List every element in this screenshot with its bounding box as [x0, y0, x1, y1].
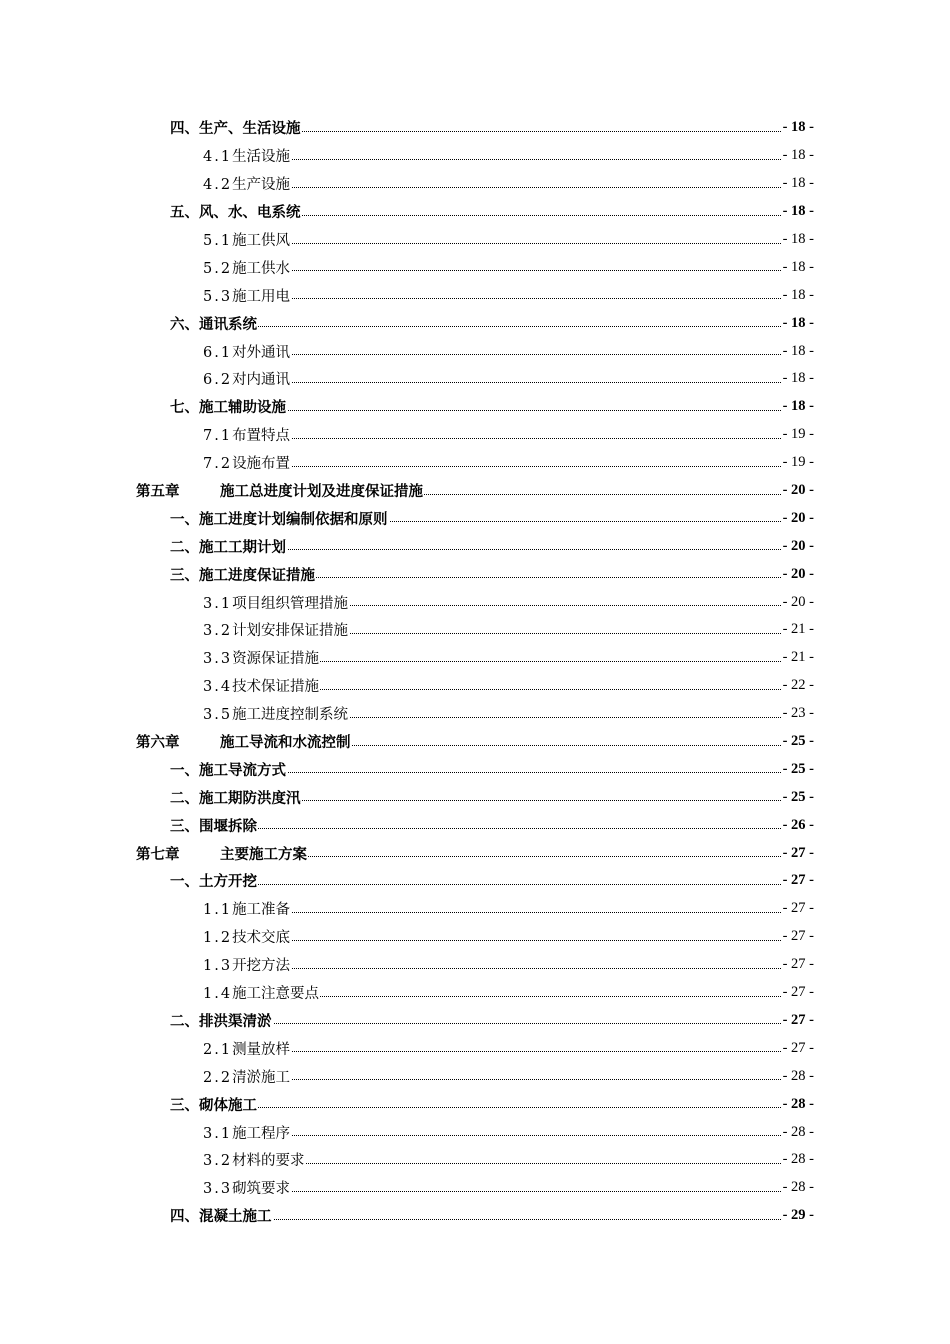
toc-chapter-entry[interactable] — [0, 477, 950, 505]
toc-page-number: - 18 - — [782, 175, 814, 192]
toc-subsection-entry[interactable] — [0, 979, 950, 1007]
toc-subsection-number: 7.1 — [203, 428, 233, 445]
dot-leader — [170, 326, 813, 327]
dot-leader — [203, 940, 813, 941]
toc-subsection-label: 材料的要求 — [232, 1153, 305, 1170]
toc-subsection-entry[interactable] — [0, 895, 950, 923]
toc-subsection-number: 7.2 — [203, 456, 233, 473]
toc-page-number: - 28 - — [782, 1179, 814, 1196]
toc-subsection-title — [203, 257, 291, 278]
toc-subsection-title — [203, 1038, 291, 1059]
toc-subsection-title — [203, 341, 291, 362]
toc-subsection-title — [203, 675, 320, 696]
dot-leader — [203, 159, 813, 160]
toc-page-number: - 25 - — [782, 788, 814, 805]
toc-section-title: 二、排洪渠清淤 — [170, 1010, 273, 1031]
toc-subsection-label: 设施布置 — [232, 456, 291, 473]
toc-page-number: - 18 - — [782, 147, 814, 164]
toc-chapter-label: 主要施工方案 — [220, 845, 307, 863]
toc-section-entry[interactable] — [0, 114, 950, 142]
toc-section-title: 一、施工导流方式 — [170, 759, 287, 780]
toc-subsection-label: 对内通讯 — [232, 372, 291, 389]
toc-subsection-title — [203, 954, 291, 975]
toc-page-number: - 18 - — [782, 286, 814, 303]
toc-section-entry[interactable] — [0, 1090, 950, 1118]
dot-leader — [203, 354, 813, 355]
toc-page-number: - 28 - — [782, 1067, 814, 1084]
toc-subsection-number: 3.1 — [203, 595, 233, 612]
toc-subsection-entry[interactable] — [0, 1118, 950, 1146]
toc-subsection-entry[interactable] — [0, 337, 950, 365]
toc-subsection-number: 2.1 — [203, 1041, 233, 1058]
toc-subsection-label: 施工用电 — [232, 288, 291, 305]
toc-page-number: - 19 - — [782, 454, 814, 471]
dot-leader — [203, 466, 813, 467]
dot-leader — [203, 438, 813, 439]
toc-section-title: 四、混凝土施工 — [170, 1205, 273, 1226]
toc-subsection-label: 技术保证措施 — [232, 679, 320, 696]
toc-page-number: - 29 - — [782, 1207, 814, 1224]
toc-subsection-title — [203, 592, 349, 613]
toc-subsection-entry[interactable] — [0, 616, 950, 644]
toc-subsection-entry[interactable] — [0, 365, 950, 393]
toc-subsection-title — [203, 1066, 291, 1087]
toc-subsection-entry[interactable] — [0, 1062, 950, 1090]
toc-chapter-number: 第五章 — [136, 483, 180, 501]
toc-subsection-label: 开挖方法 — [232, 958, 291, 975]
toc-page-number: - 20 - — [782, 593, 814, 610]
toc-section-title: 四、生产、生活设施 — [170, 117, 302, 138]
toc-page-number: - 18 - — [782, 203, 814, 220]
toc-subsection-entry[interactable] — [0, 588, 950, 616]
dot-leader — [203, 243, 813, 244]
toc-subsection-number: 3.2 — [203, 623, 233, 640]
toc-subsection-label: 施工进度控制系统 — [232, 707, 349, 724]
toc-page-number: - 20 - — [782, 509, 814, 526]
toc-page-number: - 28 - — [782, 1151, 814, 1168]
toc-subsection-title — [203, 1122, 291, 1143]
toc-subsection-entry[interactable] — [0, 923, 950, 951]
toc-subsection-label: 砌筑要求 — [232, 1181, 291, 1198]
toc-chapter-label: 施工导流和水流控制 — [220, 734, 351, 752]
toc-subsection-title — [203, 452, 291, 473]
toc-subsection-number: 5.1 — [203, 233, 233, 249]
toc-page-number: - 21 - — [782, 621, 814, 638]
toc-page-number: - 18 - — [782, 258, 814, 275]
dot-leader — [203, 1135, 813, 1136]
toc-subsection-label: 对外通讯 — [232, 344, 291, 361]
dot-leader — [203, 1191, 813, 1192]
toc-section-entry[interactable] — [0, 811, 950, 839]
toc-subsection-label: 项目组织管理措施 — [232, 595, 349, 612]
toc-subsection-title — [203, 647, 320, 668]
toc-section-entry[interactable] — [0, 504, 950, 532]
toc-page-number: - 27 - — [782, 928, 814, 945]
toc-subsection-title — [203, 173, 291, 194]
dot-leader — [203, 187, 813, 188]
toc-subsection-entry[interactable] — [0, 1174, 950, 1202]
toc-subsection-title — [203, 619, 349, 640]
toc-page-number: - 18 - — [782, 342, 814, 359]
toc-chapter-title — [136, 480, 424, 501]
toc-section-title: 六、通讯系统 — [170, 313, 258, 334]
dot-leader — [203, 298, 813, 299]
toc-page-number: - 18 - — [782, 119, 814, 136]
toc-page-number: - 26 - — [782, 816, 814, 833]
toc-page-number: - 18 - — [782, 314, 814, 331]
toc-section-entry[interactable] — [0, 755, 950, 783]
toc-section-entry[interactable] — [0, 393, 950, 421]
toc-subsection-label: 生活设施 — [232, 149, 291, 166]
toc-subsection-label: 布置特点 — [232, 428, 291, 445]
toc-subsection-number: 2.2 — [203, 1069, 233, 1086]
toc-page-number: - 27 - — [782, 1039, 814, 1056]
toc-chapter-entry[interactable] — [0, 728, 950, 756]
toc-page-number: - 18 - — [782, 370, 814, 387]
toc-section-title: 七、施工辅助设施 — [170, 396, 287, 417]
toc-subsection-number: 1.1 — [203, 902, 233, 919]
toc-subsection-number: 5.2 — [203, 260, 233, 277]
toc-subsection-number: 3.3 — [203, 651, 233, 668]
toc-section-title: 三、围堰拆除 — [170, 815, 258, 836]
toc-subsection-entry[interactable] — [0, 1146, 950, 1174]
toc-subsection-title — [203, 285, 291, 306]
toc-subsection-label: 清淤施工 — [232, 1069, 291, 1086]
toc-section-title: 三、砌体施工 — [170, 1094, 258, 1115]
toc-page-number: - 25 - — [782, 760, 814, 777]
toc-subsection-entry[interactable] — [0, 421, 950, 449]
toc-section-entry[interactable] — [0, 198, 950, 226]
toc-subsection-entry[interactable] — [0, 700, 950, 728]
toc-subsection-label: 测量放样 — [232, 1041, 291, 1058]
toc-subsection-number: 3.4 — [203, 679, 233, 696]
toc-page-number: - 21 - — [782, 649, 814, 666]
toc-section-title: 二、施工期防洪度汛 — [170, 787, 302, 808]
toc-subsection-number: 3.3 — [203, 1181, 233, 1198]
toc-subsection-label: 施工程序 — [232, 1125, 291, 1142]
toc-subsection-entry[interactable] — [0, 1034, 950, 1062]
toc-subsection-number: 5.3 — [203, 288, 233, 305]
toc-page-number: - 27 - — [782, 900, 814, 917]
toc-subsection-label: 施工准备 — [232, 902, 291, 919]
dot-leader — [170, 1107, 813, 1108]
toc-subsection-entry[interactable] — [0, 644, 950, 672]
toc-page-number: - 20 - — [782, 565, 814, 582]
dot-leader — [203, 912, 813, 913]
toc-subsection-entry[interactable] — [0, 449, 950, 477]
toc-page-number: - 20 - — [782, 482, 814, 499]
toc-subsection-entry[interactable] — [0, 226, 950, 254]
toc-chapter-title — [136, 843, 308, 864]
toc-subsection-number: 1.4 — [203, 986, 233, 1003]
toc-page-number: - 27 - — [782, 1011, 814, 1028]
toc-subsection-number: 6.2 — [203, 372, 233, 389]
toc-page-number: - 18 - — [782, 231, 814, 247]
toc-page-number: - 22 - — [782, 677, 814, 694]
toc-subsection-title — [203, 982, 320, 1003]
toc-page-number: - 23 - — [782, 705, 814, 722]
toc-section-title: 三、施工进度保证措施 — [170, 564, 316, 585]
toc-section-title: 一、土方开挖 — [170, 870, 258, 891]
toc-page-number: - 27 - — [782, 872, 814, 889]
toc-subsection-title — [203, 368, 291, 389]
toc-subsection-entry[interactable] — [0, 170, 950, 198]
toc-page-number: - 25 - — [782, 733, 814, 750]
toc-chapter-number: 第七章 — [136, 845, 180, 863]
dot-leader — [170, 884, 813, 885]
toc-section-title: 一、施工进度计划编制依据和原则 — [170, 508, 389, 529]
toc-subsection-label: 技术交底 — [232, 930, 291, 947]
toc-chapter-entry[interactable] — [0, 839, 950, 867]
toc-subsection-title — [203, 926, 291, 947]
toc-page-number: - 19 - — [782, 426, 814, 443]
toc-subsection-entry[interactable] — [0, 951, 950, 979]
dot-leader — [170, 828, 813, 829]
toc-subsection-title — [203, 703, 349, 724]
toc-subsection-number: 6.1 — [203, 344, 233, 361]
toc-subsection-label: 资源保证措施 — [232, 651, 320, 668]
toc-subsection-label: 施工注意要点 — [232, 986, 320, 1003]
dot-leader — [203, 1079, 813, 1080]
dot-leader — [203, 1051, 813, 1052]
toc-subsection-entry[interactable] — [0, 281, 950, 309]
toc-subsection-number: 3.5 — [203, 707, 233, 724]
dot-leader — [203, 968, 813, 969]
toc-section-entry[interactable] — [0, 560, 950, 588]
toc-section-entry[interactable] — [0, 783, 950, 811]
toc-chapter-label: 施工总进度计划及进度保证措施 — [220, 483, 423, 501]
toc-subsection-number: 1.2 — [203, 930, 233, 947]
toc-subsection-number: 3.2 — [203, 1153, 233, 1170]
toc-subsection-title — [203, 1177, 291, 1198]
toc-page-number: - 27 - — [782, 844, 814, 861]
toc-section-title: 二、施工工期计划 — [170, 536, 287, 557]
toc-subsection-title — [203, 1149, 306, 1170]
toc-page-number: - 28 - — [782, 1123, 814, 1140]
toc-section-title: 五、风、水、电系统 — [170, 201, 302, 222]
toc-subsection-title — [203, 229, 291, 250]
toc-page-number: - 18 - — [782, 398, 814, 415]
toc-chapter-title — [136, 731, 352, 752]
toc-subsection-title — [203, 898, 291, 919]
toc-subsection-title — [203, 424, 291, 445]
toc-subsection-entry[interactable] — [0, 253, 950, 281]
toc-subsection-label: 生产设施 — [232, 177, 291, 194]
toc-subsection-number: 4.1 — [203, 149, 233, 166]
toc-page-number: - 28 - — [782, 1095, 814, 1112]
toc-subsection-title — [203, 145, 291, 166]
toc-section-entry[interactable] — [0, 1202, 950, 1230]
toc-subsection-label: 计划安排保证措施 — [232, 623, 349, 640]
toc-subsection-label: 施工供风 — [232, 233, 291, 249]
table-of-contents — [0, 114, 950, 1230]
toc-subsection-number: 4.2 — [203, 177, 233, 194]
toc-subsection-entry[interactable] — [0, 142, 950, 170]
dot-leader — [203, 382, 813, 383]
toc-chapter-number: 第六章 — [136, 734, 180, 752]
toc-page-number: - 27 - — [782, 984, 814, 1001]
toc-page-number: - 20 - — [782, 537, 814, 554]
toc-section-entry[interactable] — [0, 532, 950, 560]
toc-subsection-number: 1.3 — [203, 958, 233, 975]
toc-subsection-entry[interactable] — [0, 672, 950, 700]
toc-section-entry[interactable] — [0, 1007, 950, 1035]
toc-section-entry[interactable] — [0, 867, 950, 895]
toc-subsection-label: 施工供水 — [232, 260, 291, 277]
dot-leader — [203, 270, 813, 271]
toc-section-entry[interactable] — [0, 309, 950, 337]
toc-subsection-number: 3.1 — [203, 1125, 233, 1142]
toc-page-number: - 27 - — [782, 956, 814, 973]
